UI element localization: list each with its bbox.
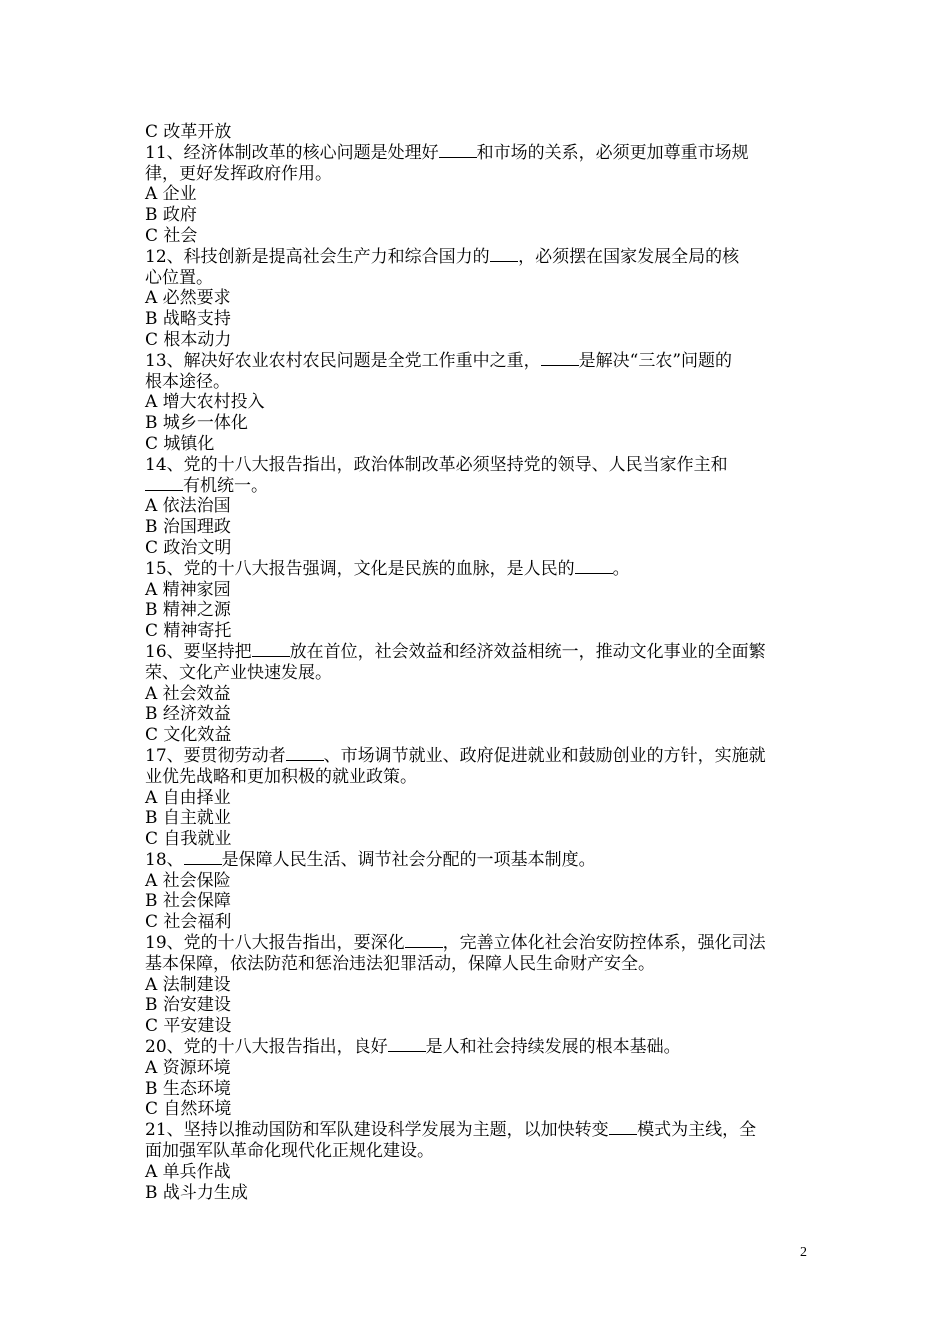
text-line: C 自然环境 xyxy=(145,1099,232,1120)
text-line: A 企业 xyxy=(145,184,197,205)
text-line: 基本保障，依法防范和惩治违法犯罪活动，保障人民生命财产安全。 xyxy=(145,953,655,974)
text-line: 根本途径。 xyxy=(145,371,230,392)
text-line: B 经济效益 xyxy=(145,704,231,725)
text-line: 业优先战略和更加积极的就业政策。 xyxy=(145,766,417,787)
fill-blank xyxy=(388,1037,426,1052)
text-line: C 改革开放 xyxy=(145,122,232,142)
fill-blank xyxy=(145,476,183,491)
fill-blank xyxy=(609,1120,638,1135)
text-line: C 根本动力 xyxy=(145,329,232,350)
text-line: B 城乡一体化 xyxy=(145,413,248,434)
text-line: A 依法治国 xyxy=(145,496,231,517)
page-number: 2 xyxy=(800,1245,807,1260)
text-line: A 增大农村投入 xyxy=(145,392,265,413)
text-line: C 城镇化 xyxy=(145,433,215,454)
text-line: B 战略支持 xyxy=(145,309,231,330)
document-body xyxy=(145,122,810,1203)
text-line: 21、坚持以推动国防和军队建设科学发展为主题，以加快转变 模式为主线，全 xyxy=(145,1120,757,1141)
text-line: B 精神之源 xyxy=(145,600,231,621)
text-line: C 政治文明 xyxy=(145,537,232,558)
text-line: C 社会福利 xyxy=(145,912,232,933)
text-line: 11、经济体制改革的核心问题是处理好 和市场的关系，必须更加尊重市场规 xyxy=(145,142,749,163)
text-line: 16、要坚持把 放在首位，社会效益和经济效益相统一，推动文化事业的全面繁 xyxy=(145,641,766,662)
fill-blank xyxy=(252,642,290,657)
text-line: 17、要贯彻劳动者 、市场调节就业、政府促进就业和鼓励创业的方针，实施就 xyxy=(145,745,766,766)
text-line: 面加强军队革命化现代化正规化建设。 xyxy=(145,1141,434,1162)
text-line: A 法制建设 xyxy=(145,974,231,995)
fill-blank xyxy=(439,143,477,158)
text-line: B 自主就业 xyxy=(145,808,231,829)
fill-blank xyxy=(541,351,579,366)
text-line: B 治安建设 xyxy=(145,995,231,1016)
text-line: C 自我就业 xyxy=(145,829,232,850)
text-line: 18、 是保障人民生活、调节社会分配的一项基本制度。 xyxy=(145,849,596,870)
text-line: B 治国理政 xyxy=(145,517,231,538)
text-line: A 社会效益 xyxy=(145,683,231,704)
text-line: B 社会保障 xyxy=(145,891,231,912)
text-line: A 社会保险 xyxy=(145,870,231,891)
text-line: B 战斗力生成 xyxy=(145,1182,248,1203)
text-line: C 社会 xyxy=(145,225,198,246)
text-line: 律，更好发挥政府作用。 xyxy=(145,163,332,184)
text-line: 有机统一。 xyxy=(145,476,810,497)
text-line: B 政府 xyxy=(145,205,197,226)
text-line: A 自由择业 xyxy=(145,787,231,808)
fill-blank xyxy=(286,746,324,761)
text-line: A 单兵作战 xyxy=(145,1161,231,1182)
text-line: 14、党的十八大报告指出，政治体制改革必须坚持党的领导、人民当家作主和 xyxy=(145,454,728,475)
text-line: B 生态环境 xyxy=(145,1078,231,1099)
text-line: C 平安建设 xyxy=(145,1016,232,1037)
text-line: 15、党的十八大报告强调，文化是民族的血脉，是人民的 。 xyxy=(145,558,630,579)
text-line: 20、党的十八大报告指出，良好 是人和社会持续发展的根本基础。 xyxy=(145,1037,681,1058)
fill-blank xyxy=(405,933,443,948)
text-line: C 文化效益 xyxy=(145,725,232,746)
text-line: A 必然要求 xyxy=(145,288,231,309)
fill-blank xyxy=(490,247,519,262)
text-line: A 资源环境 xyxy=(145,1057,231,1078)
fill-blank xyxy=(184,850,222,865)
text-line: C 精神寄托 xyxy=(145,621,232,642)
text-line: 13、解决好农业农村农民问题是全党工作重中之重， 是解决“三农”问题的 xyxy=(145,350,733,371)
text-line: 心位置。 xyxy=(145,267,213,288)
text-line: 荣、文化产业快速发展。 xyxy=(145,662,332,683)
text-line: A 精神家园 xyxy=(145,579,231,600)
text-line: 19、党的十八大报告指出，要深化 ，完善立体化社会治安防控体系，强化司法 xyxy=(145,933,766,954)
fill-blank xyxy=(575,559,613,574)
text-line: 12、科技创新是提高社会生产力和综合国力的 ，必须摆在国家发展全局的核 xyxy=(145,246,740,267)
